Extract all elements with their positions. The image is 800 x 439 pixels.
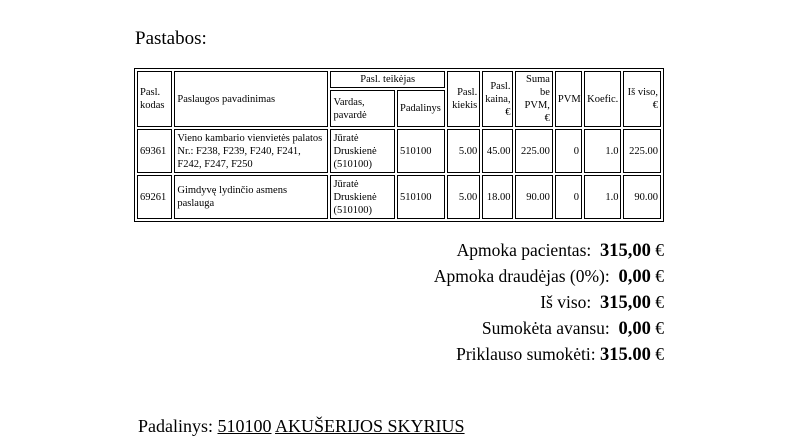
section-title: Pastabos: [135,28,207,49]
cell-total: 225.00 [623,129,661,173]
cell-name: Vieno kambario vienvietės palatos Nr.: F238, F239, F240, F241, F242, F247, F250 [174,129,328,173]
table-row [137,129,661,173]
total-value: 315,00 [600,293,651,313]
cell-provider-name: Jūratė Druskienė (510100) [330,175,395,219]
cell-vat: 0 [555,129,582,173]
currency-symbol: € [655,266,664,286]
cell-total: 90.00 [623,175,661,219]
col-header-qty: Pasl. kiekis [447,71,480,127]
col-header-vat: PVM [555,71,582,127]
col-header-coef: Koefic. [584,71,621,127]
table-row [137,175,661,219]
total-label: Sumokėta avansu: [481,318,610,338]
total-patient-pays [434,237,664,263]
cell-price: 45.00 [482,129,513,173]
cell-sum-no-vat: 90.00 [515,175,552,219]
cell-code: 69261 [137,175,172,219]
cell-provider-unit: 510100 [397,129,445,173]
cell-qty: 5.00 [447,129,480,173]
col-header-provider-name: Vardas, pavardė [330,90,395,127]
totals-block [434,237,664,367]
currency-symbol: € [655,344,664,364]
department-name: AKUŠERIJOS SKYRIUS [275,416,465,436]
col-header-total: Iš viso, € [623,71,661,127]
currency-symbol: € [655,240,664,260]
total-insurer-pays [434,263,664,289]
cell-coef: 1.0 [584,129,621,173]
total-label: Apmoka pacientas: [456,240,592,260]
total-overall [434,289,664,315]
total-value: 315,00 [600,241,651,261]
total-label: Priklauso sumokėti: [456,344,596,364]
total-amount-due [434,341,664,367]
department-label: Padalinys: [138,416,213,436]
cell-qty: 5.00 [447,175,480,219]
col-header-sum-no-vat: Suma be PVM, € [515,71,552,127]
total-value: 315.00 [600,345,651,365]
cell-name: Gimdyvę lydinčio asmens paslauga [174,175,328,219]
cell-coef: 1.0 [584,175,621,219]
cell-sum-no-vat: 225.00 [515,129,552,173]
total-label: Iš viso: [540,292,592,312]
cell-provider-unit: 510100 [397,175,445,219]
total-value: 0,00 [618,319,651,339]
col-header-provider-unit: Padalinys [397,90,445,127]
department-footer [138,416,465,437]
table-header-row [137,71,661,88]
cell-price: 18.00 [482,175,513,219]
cell-provider-name: Jūratė Druskienė (510100) [330,129,395,173]
department-code: 510100 [217,416,272,436]
services-table [134,68,664,222]
currency-symbol: € [655,292,664,312]
col-header-provider: Pasl. teikėjas [330,71,444,88]
currency-symbol: € [655,318,664,338]
total-label: Apmoka draudėjas (0%): [433,266,610,286]
cell-code: 69361 [137,129,172,173]
total-value: 0,00 [618,267,651,287]
cell-vat: 0 [555,175,582,219]
col-header-name: Paslaugos pavadinimas [174,71,328,127]
col-header-code: Pasl. kodas [137,71,172,127]
total-paid-advance [434,315,664,341]
col-header-price: Pasl. kaina, € [482,71,513,127]
